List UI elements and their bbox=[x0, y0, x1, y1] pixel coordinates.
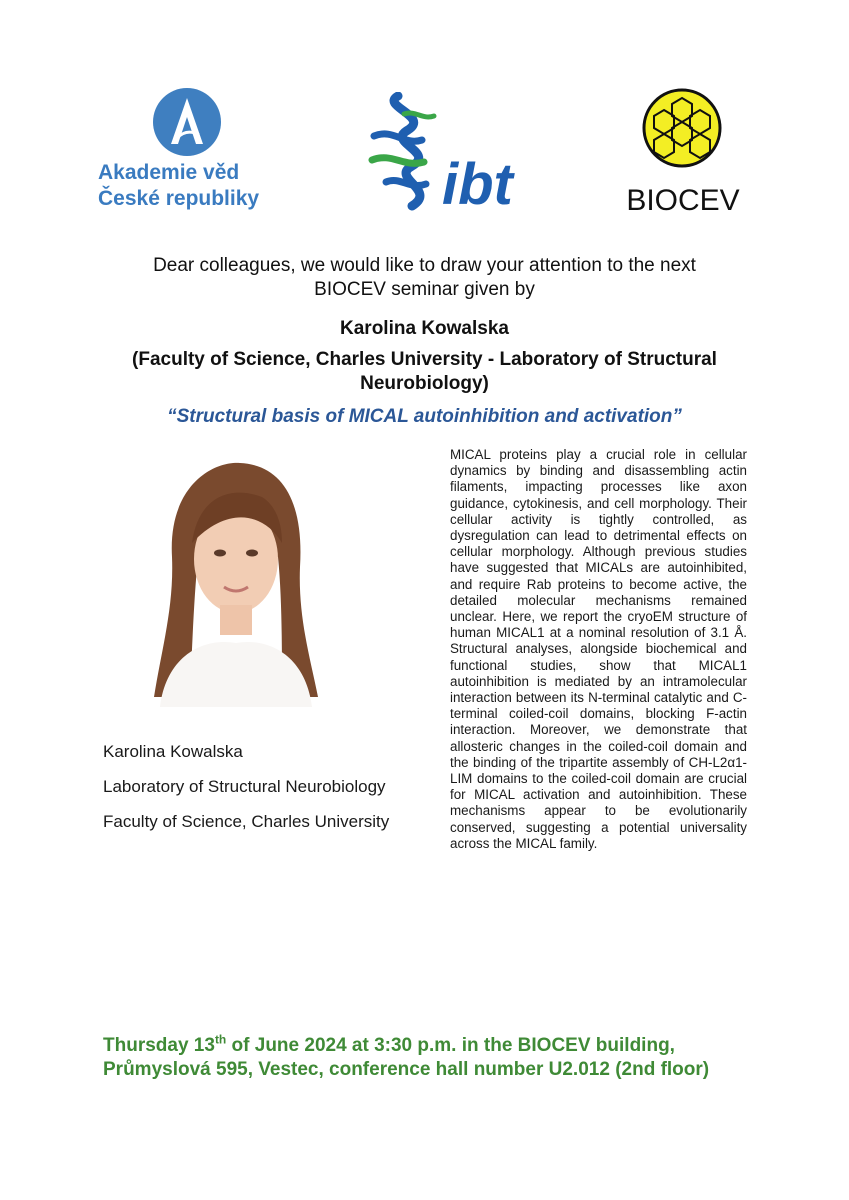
bio-name: Karolina Kowalska bbox=[103, 742, 243, 761]
helix-icon bbox=[372, 96, 434, 206]
speaker-affiliation: (Faculty of Science, Charles University - Laboratory of Structural Neurobiology) bbox=[132, 349, 717, 394]
speaker-name: Karolina Kowalska bbox=[340, 318, 509, 339]
event-details bbox=[103, 1034, 783, 1082]
talk-title: “Structural basis of MICAL autoinhibition and activation” bbox=[167, 406, 682, 427]
hexagon-cluster-icon bbox=[644, 90, 720, 166]
event-date-part1: Thursday 13 bbox=[103, 1035, 215, 1056]
academy-name-line2: České republiky bbox=[98, 187, 260, 210]
abstract-text: MICAL proteins play a crucial role in cellular dynamics by binding and disassembling actin filaments, impacting processes like axon guidance, cytokinesis, and cell morphology. Their cellular activity is tightly controlled, as dysregulation can lead to detrimental effects on cellular morphology. Although previous studies have suggested that MICALs are autoinhibited, and require Rab proteins to become active, the detailed molecular mechanisms remained unclear. Here, we report the cryoEM structure of human MICAL1 at a nominal resolution of 3.1 Å. Structural analyses, alongside biochemical and functional studies, show that MICAL1 autoinhibition is mediated by an intramolecular interaction between its N-terminal catalytic and C-terminal coiled-coil domains, blocking F-actin interaction. Moreover, we demonstrate that allosteric changes in the coiled-coil domain and the binding of the tripartite assembly of CH-L2α1-LIM domains to the coiled-coil domain are crucial for MICAL activation and autoinhibition. These mechanisms appear to be evolutionarily conserved, suggesting a potential universality across the MICAL family. bbox=[450, 447, 747, 851]
bio-lab: Laboratory of Structural Neurobiology bbox=[103, 777, 386, 796]
biocev-logo bbox=[612, 88, 754, 216]
intro-text: Dear colleagues, we would like to draw your attention to the next BIOCEV seminar given by bbox=[153, 255, 696, 300]
biocev-wordmark: BIOCEV bbox=[626, 184, 740, 216]
speaker-bio bbox=[103, 741, 399, 846]
academy-name-line1: Akademie věd bbox=[98, 161, 240, 184]
bio-faculty: Faculty of Science, Charles University bbox=[103, 812, 390, 831]
ibt-logo bbox=[360, 92, 532, 214]
academy-logo bbox=[98, 88, 278, 218]
speaker-photo bbox=[132, 447, 336, 707]
ibt-wordmark: ibt bbox=[442, 152, 513, 214]
event-date-part2: of June 2024 at 3:30 p.m. in the BIOCEV building, bbox=[226, 1035, 675, 1056]
event-location: Průmyslová 595, Vestec, conference hall number U2.012 (2nd floor) bbox=[103, 1059, 710, 1080]
event-date-suffix: th bbox=[214, 1032, 227, 1047]
academy-emblem-icon bbox=[153, 88, 221, 156]
